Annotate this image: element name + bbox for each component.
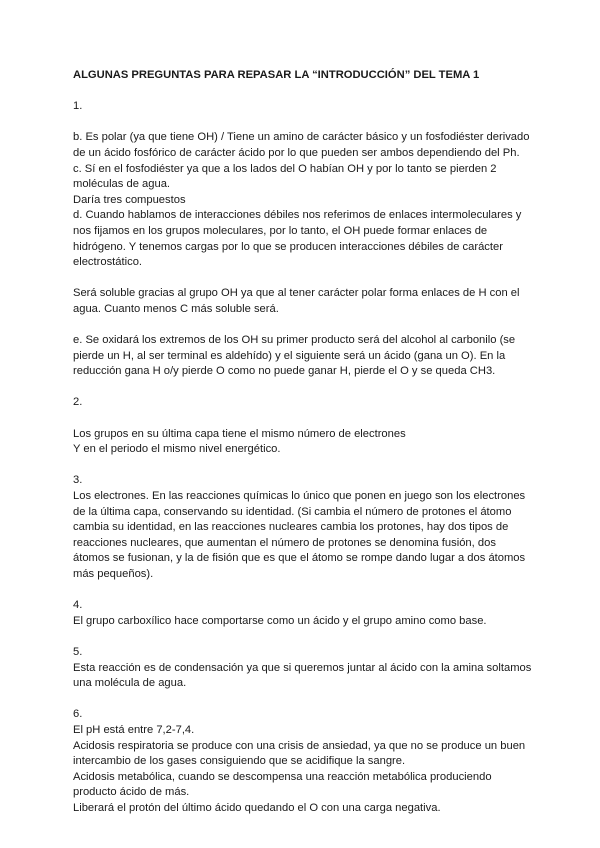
text-line: e. Se oxidará los extremos de los OH su primer producto será del alcohol al carbonilo (se	[73, 334, 516, 347]
text-line: reacciones nucleares, que aumentan el número de protones se denomina fusión, dos	[73, 536, 496, 549]
blank-line	[73, 583, 535, 599]
text-line: 5.	[73, 645, 83, 658]
text-line: más pequeños).	[73, 568, 154, 580]
text-line: de un ácido fosfórico de carácter ácido por lo que pueden ser ambos dependiendo del Ph.	[73, 146, 520, 159]
text-line: Los grupos en su última capa tiene el mismo número de electrones	[73, 427, 406, 440]
text-line: reducción gana H o/y pierde O como no puede ganar H, pierde el O y se queda CH3.	[73, 365, 496, 378]
text-line: nos fijamos en los grupos moleculares, por lo tanto, el OH puede formar enlaces de	[73, 224, 488, 237]
document-body	[73, 68, 535, 817]
text-line: agua. Cuanto menos C más soluble será.	[73, 302, 279, 315]
text-line: 6.	[73, 708, 83, 721]
text-line: 3.	[73, 474, 83, 487]
text-line: Daría tres compuestos	[73, 193, 186, 206]
text-line: intercambio de los gases consiguiendo que se acidifique la sangre.	[73, 755, 406, 768]
blank-line	[73, 458, 535, 474]
text-line: de la última capa, conservando su identidad. (Si cambia el número de protones el átomo	[73, 505, 512, 518]
text-line: Será soluble gracias al grupo OH ya que al tener carácter polar forma enlaces de H con el	[73, 287, 520, 300]
text-line: 4.	[73, 599, 83, 612]
text-line: b. Es polar (ya que tiene OH) / Tiene un amino de carácter básico y un fosfodiéster derivado	[73, 131, 530, 144]
text-line: átomos se fusionan, y la de fisión que es que el átomo se rompe dando lugar a dos átomos	[73, 552, 526, 565]
text-line: 1.	[73, 100, 83, 113]
text-line: cambia su identidad, en las reacciones nucleares cambia los protones, hay dos tipos de	[73, 521, 509, 534]
text-line: producto ácido de más.	[73, 786, 190, 799]
text-line: d. Cuando hablamos de interacciones débiles nos referimos de enlaces intermoleculares y	[73, 209, 522, 222]
text-line: pierde un H, al ser terminal es aldehído) y el siguiente será un ácido (gana un O). En la	[73, 349, 506, 362]
text-line: Y en el periodo el mismo nivel energético.	[73, 443, 281, 456]
blank-line	[73, 115, 535, 131]
text-line: electrostático.	[73, 256, 143, 269]
text-line: moléculas de agua.	[73, 178, 171, 191]
text-line: Liberará el protón del último ácido quedando el O con una carga negativa.	[73, 801, 441, 814]
blank-line	[73, 318, 535, 334]
blank-line	[73, 629, 535, 645]
text-line: 2.	[73, 396, 83, 409]
text-line: c. Sí en el fosfodiéster ya que a los lados del O habían OH y por lo tanto se pierden 2	[73, 162, 497, 175]
text-line: Acidosis metabólica, cuando se descompensa una reacción metabólica produciendo	[73, 770, 492, 783]
text-line: Acidosis respiratoria se produce con una crisis de ansiedad, ya que no se produce un buen	[73, 739, 526, 752]
text-line: hidrógeno. Y tenemos cargas por lo que se producen interacciones débiles de carácter	[73, 240, 503, 253]
blank-line	[73, 692, 535, 708]
document-lines	[73, 99, 535, 816]
text-line: Esta reacción es de condensación ya que si queremos juntar al ácido con la amina soltamos	[73, 661, 532, 674]
blank-line	[73, 271, 535, 287]
text-line: Los electrones. En las reacciones químicas lo único que ponen en juego son los electrones	[73, 490, 526, 503]
text-line: El grupo carboxílico hace comportarse como un ácido y el grupo amino como base.	[73, 614, 487, 627]
document-title: ALGUNAS PREGUNTAS PARA REPASAR LA “INTRODUCCIÓN” DEL TEMA 1	[73, 69, 480, 81]
blank-line	[73, 380, 535, 396]
text-line: una molécula de agua.	[73, 677, 187, 690]
blank-line	[73, 411, 535, 427]
text-line: El pH está entre 7,2-7,4.	[73, 723, 195, 736]
